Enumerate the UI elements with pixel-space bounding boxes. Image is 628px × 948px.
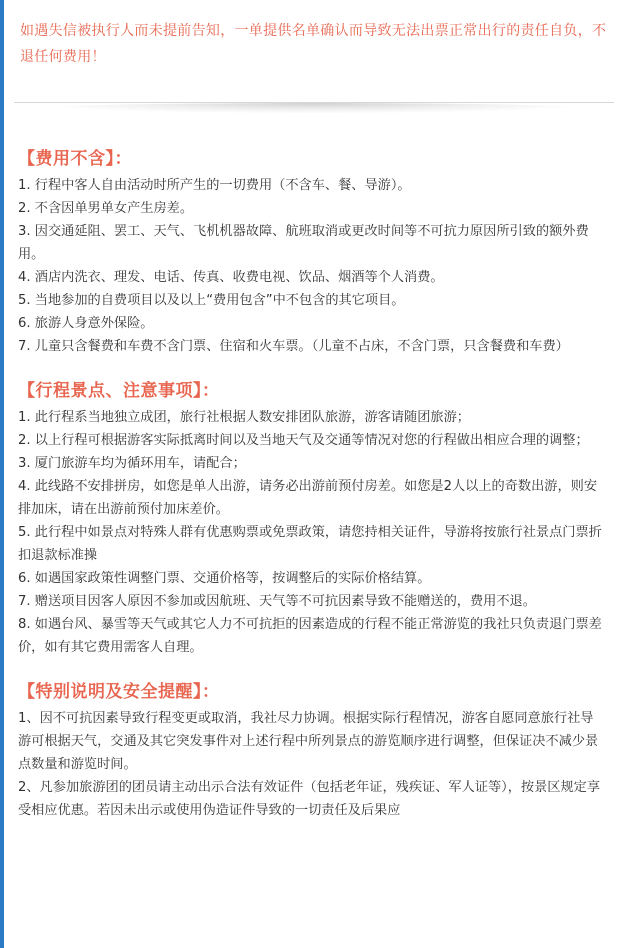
list-item: 1. 此行程系当地独立成团，旅行社根据人数安排团队旅游，游客请随团旅游； bbox=[18, 410, 470, 425]
list-item: 6. 如遇国家政策性调整门票、交通价格等，按调整后的实际价格结算。 bbox=[18, 571, 431, 586]
list-item: 1. 行程中客人自由活动时所产生的一切费用（不含车、餐、导游）。 bbox=[18, 178, 411, 193]
section-special-notes bbox=[14, 681, 614, 822]
divider-shadow bbox=[44, 103, 584, 113]
list-item: 3. 因交通延阻、罢工、天气、飞机机器故障、航班取消或更改时间等不可抗力原因所引致的额外费用。 bbox=[18, 224, 589, 262]
list-item: 1、因不可抗因素导致行程变更或取消，我社尽力协调。根据实际行程情况，游客自愿同意旅行社导游可根据天气，交通及其它突发事件对上述行程中所列景点的游览顺序进行调整，但保证决不减少景点数量和游览时间。 bbox=[18, 711, 599, 772]
list-item: 6. 旅游人身意外保险。 bbox=[18, 316, 154, 331]
list-item: 8. 如遇台风、暴雪等天气或其它人力不可抗拒的因素造成的行程不能正常游览的我社只负责退门票差价，如有其它费用需客人自理。 bbox=[18, 617, 602, 655]
list-item: 2. 以上行程可根据游客实际抵离时间以及当地天气及交通等情况对您的行程做出相应合理的调整； bbox=[18, 433, 589, 448]
list-item: 2、凡参加旅游团的团员请主动出示合法有效证件（包括老年证，残疾证、军人证等），按景区规定享受相应优惠。若因未出示或使用伪造证件导致的一切责任及后果应 bbox=[18, 780, 601, 818]
section-fees-excluded bbox=[14, 148, 614, 358]
left-border bbox=[0, 0, 4, 948]
section-itinerary-notes bbox=[14, 380, 614, 659]
section-title: 【费用不含】： bbox=[18, 149, 132, 169]
content bbox=[14, 0, 614, 822]
section-title: 【特别说明及安全提醒】： bbox=[18, 682, 220, 702]
list-item: 5. 此行程中如景点对特殊人群有优惠购票或免票政策，请您持相关证件，导游将按旅行社景点门票折扣退款标准操 bbox=[18, 525, 602, 563]
list-item: 4. 此线路不安排拼房，如您是单人出游，请务必出游前预付房差。如您是2人以上的奇数出游，则安排加床，请在出游前预付加床差价。 bbox=[18, 479, 598, 517]
list-item: 5. 当地参加的自费项目以及以上“费用包含”中不包含的其它项目。 bbox=[18, 293, 405, 308]
warning-notice: 如遇失信被执行人而未提前告知，一单提供名单确认而导致无法出票正常出行的责任自负，不退任何费用！ bbox=[20, 23, 607, 65]
list-item: 7. 儿童只含餐费和车费不含门票、住宿和火车票。（儿童不占床，不含门票，只含餐费和车费） bbox=[18, 339, 569, 354]
section-title: 【行程景点、注意事项】： bbox=[18, 381, 220, 401]
list-item: 4. 酒店内洗衣、理发、电话、传真、收费电视、饮品、烟酒等个人消费。 bbox=[18, 270, 444, 285]
list-item: 7. 赠送项目因客人原因不参加或因航班、天气等不可抗因素导致不能赠送的，费用不退。 bbox=[18, 594, 536, 609]
list-item: 2. 不含因单男单女产生房差。 bbox=[18, 201, 194, 216]
list-item: 3. 厦门旅游车均为循环用车，请配合； bbox=[18, 456, 246, 471]
section-divider bbox=[14, 102, 614, 114]
